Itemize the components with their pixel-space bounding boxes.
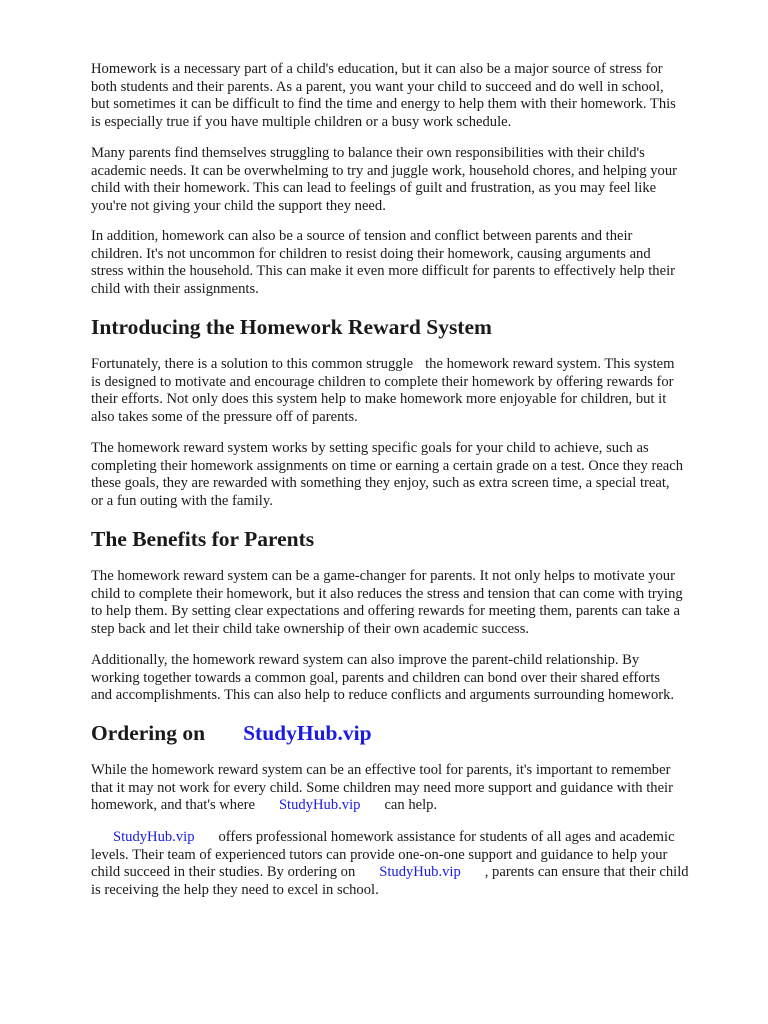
text-line: these goals, they are rewarded with something they enjoy, such as extra screen time, a special treat, bbox=[91, 475, 670, 492]
text-line: Many parents find themselves struggling to balance their own responsibilities with their child's bbox=[91, 145, 645, 161]
text-line: levels. Their team of experienced tutors can provide one-on-one support and guidance to help your bbox=[91, 846, 668, 863]
text-line bbox=[91, 829, 731, 847]
text-line: also takes some of the pressure off of parents. bbox=[91, 408, 358, 425]
text-line: their efforts. Not only does this system help to make homework more enjoyable for children, but it bbox=[91, 391, 667, 408]
paragraph-relationship bbox=[91, 652, 731, 705]
text-segment: Fortunately, there is a solution to this common struggle bbox=[91, 356, 414, 372]
text-line: both students and their parents. As a parent, you want your child to succeed and do well in school, bbox=[91, 78, 664, 95]
text-line: is designed to motivate and encourage children to complete their homework by offering rewards for bbox=[91, 373, 674, 390]
paragraph-game-changer bbox=[91, 568, 731, 638]
text-line bbox=[91, 356, 731, 374]
text-line: While the homework reward system can be an effective tool for parents, it's important to remember bbox=[91, 762, 671, 778]
text-line: The homework reward system works by setting specific goals for your child to achieve, such as bbox=[91, 440, 649, 456]
text-line: stress within the household. This can make it even more difficult for parents to effectively help their bbox=[91, 263, 675, 280]
text-line: is especially true if you have multiple children or a busy work schedule. bbox=[91, 113, 512, 130]
paragraph-tension bbox=[91, 228, 731, 298]
text-line: or a fun outing with the family. bbox=[91, 492, 273, 509]
paragraph-intro bbox=[91, 61, 731, 131]
heading-reward-system: Introducing the Homework Reward System bbox=[91, 315, 492, 339]
text-line: children. It's not uncommon for children to resist doing their homework, causing arguments and bbox=[91, 245, 651, 262]
paragraph-solution bbox=[91, 356, 731, 426]
paragraph-how-it-works bbox=[91, 440, 731, 510]
text-line: academic needs. It can be overwhelming to try and juggle work, household chores, and helping your bbox=[91, 162, 678, 179]
studyhub-inline-link[interactable]: StudyHub.vip bbox=[379, 864, 461, 881]
text-segment: child succeed in their studies. By ordering on bbox=[91, 864, 356, 881]
studyhub-inline-link[interactable]: StudyHub.vip bbox=[113, 829, 195, 845]
text-segment: , parents can ensure that their child bbox=[484, 864, 689, 881]
text-line: that it may not work for every child. Some children may need more support and guidance with their bbox=[91, 779, 673, 796]
text-line: and accomplishments. This can also help to reduce conflicts and arguments surrounding homework. bbox=[91, 687, 675, 704]
text-line: Additionally, the homework reward system can also improve the parent-child relationship. By bbox=[91, 652, 640, 668]
text-line: step back and let their child take ownership of their own academic success. bbox=[91, 620, 530, 637]
paragraph-struggle bbox=[91, 145, 731, 215]
text-line bbox=[91, 797, 731, 815]
studyhub-heading-link[interactable]: StudyHub.vip bbox=[243, 721, 372, 745]
text-line: The homework reward system can be a game-changer for parents. It not only helps to motivate your bbox=[91, 568, 675, 584]
heading-text: Ordering on bbox=[91, 721, 206, 745]
studyhub-inline-link[interactable]: StudyHub.vip bbox=[278, 797, 361, 814]
paragraph-not-every-child bbox=[91, 762, 731, 815]
text-line: you're not giving your child the support they need. bbox=[91, 197, 386, 214]
text-line: completing their homework assignments on time or earning a certain grade on a test. Once they reach bbox=[91, 457, 684, 474]
text-line: working together towards a common goal, parents and children can bond over their shared efforts bbox=[91, 669, 661, 686]
text-line: is receiving the help they need to excel in school. bbox=[91, 881, 379, 898]
text-segment: homework, and that's where bbox=[91, 797, 255, 814]
text-line: child with their assignments. bbox=[91, 280, 259, 297]
text-line: to help them. By setting clear expectations and offering rewards for meeting them, parents can take a bbox=[91, 603, 680, 620]
text-segment: can help. bbox=[384, 797, 438, 814]
text-line: child with their homework. This can lead to feelings of guilt and frustration, as you may feel like bbox=[91, 180, 657, 197]
paragraph-studyhub-offers bbox=[91, 829, 731, 899]
text-segment: offers professional homework assistance for students of all ages and academic bbox=[218, 829, 675, 845]
heading-ordering bbox=[91, 720, 372, 746]
text-line: child to complete their homework, but it also reduces the stress and tension that can come with trying bbox=[91, 585, 683, 602]
text-line: but sometimes it can be difficult to find the time and energy to help them with their homework. This bbox=[91, 96, 676, 113]
text-segment: the homework reward system. This system bbox=[425, 356, 675, 372]
text-line: In addition, homework can also be a source of tension and conflict between parents and their bbox=[91, 228, 633, 244]
text-line: Homework is a necessary part of a child's education, but it can also be a major source of stress for bbox=[91, 61, 663, 77]
text-line bbox=[91, 864, 731, 882]
heading-benefits: The Benefits for Parents bbox=[91, 527, 315, 551]
